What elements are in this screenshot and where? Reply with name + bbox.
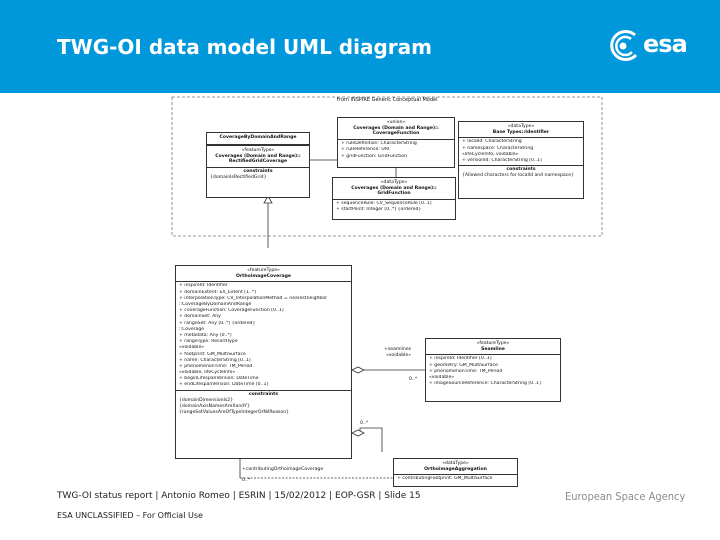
constraint: {domainDimensionIs2} <box>179 397 234 403</box>
role-stereotype: «voidable» <box>385 352 412 358</box>
stereotype: «dataType» <box>442 461 469 466</box>
stereotype-group: «voidable» <box>179 345 205 351</box>
attribute: + startPoint: Integer [0..*] {ordered} <box>336 207 422 213</box>
attribute: + versionId: CharacterString [0..1] <box>462 158 542 164</box>
class-name: CoverageByDomainAndRange <box>219 135 297 140</box>
class-seamline <box>425 338 561 402</box>
constraint: {Allowed characters for localId and namespace} <box>462 173 574 179</box>
attribute: + inspireId: Identifier [0..1] <box>429 356 492 362</box>
attribute: + inspireId: Identifier <box>179 283 228 289</box>
constraint: {rangeSetValuesAreOfTypeIntegerOrNilReason} <box>179 410 290 416</box>
class-rectified-grid-coverage <box>206 145 310 198</box>
attribute: + metadata: Any [0..*] <box>179 332 232 338</box>
constraint: {domainAxisNamesAreXandY} <box>179 404 250 410</box>
constraints-label: constraints <box>506 167 536 173</box>
slide-title: TWG-OI data model UML diagram <box>57 35 432 59</box>
attribute: + endLifespanVersion: DateTime [0..1] <box>179 382 269 388</box>
inherited-from: ::CoverageByDomainAndRange <box>179 302 252 308</box>
class-name: Base Types::Identifier <box>492 129 550 135</box>
seamlines-role-label <box>384 347 411 359</box>
attribute: + footprint: GM_MultiSurface <box>179 351 246 357</box>
attribute: + geometry: GM_MultiSurface <box>429 362 498 368</box>
class-coverage-by-domain <box>206 132 310 145</box>
class-orthoimage-coverage <box>175 265 352 459</box>
class-coverage-function <box>337 117 455 168</box>
agency-name: European Space Agency <box>565 490 686 503</box>
stereotype-group: «lifeCycleInfo, voidable» <box>462 151 519 157</box>
seamline-aggregation-diamond <box>352 367 364 373</box>
attribute: + name: CharacterString [0..1] <box>179 357 251 363</box>
attribute: + ruleDefinition: CharacterString <box>341 141 417 147</box>
constraints-label: constraints <box>248 391 279 397</box>
attribute: + rangeType: RecordType <box>179 339 238 345</box>
mosaic-aggregation-diamond <box>352 430 364 436</box>
class-name: Seamline <box>481 346 505 352</box>
attribute: + phenomenonTime: TM_Period <box>179 363 253 369</box>
attribute: + gridFunction: GridFunction <box>341 153 408 159</box>
class-name-2: CoverageFunction <box>372 131 420 137</box>
attribute: + phenomenonTime: TM_Period <box>429 368 503 374</box>
seamlines-multiplicity: 0..* <box>409 377 418 382</box>
class-name: Coverages (Domain and Range):: <box>215 153 301 159</box>
mosaic-multiplicity: 0..* <box>360 421 369 426</box>
attribute: + localId: CharacterString <box>462 139 522 145</box>
class-name-2: RectifiedGridCoverage <box>228 159 288 165</box>
class-name-2: GridFunction <box>377 191 411 197</box>
stereotype: «dataType» <box>380 180 408 185</box>
stereotype: «featureType» <box>241 148 275 153</box>
constraints-label: constraints <box>243 169 273 175</box>
class-name: Coverages (Domain and Range):: <box>353 125 439 131</box>
footer-text: TWG-OI status report | Antonio Romeo | ESRIN | 15/02/2012 | EOP-GSR | Slide 15 <box>57 491 421 501</box>
attribute: + domainExtent: EX_Extent [1..*] <box>179 289 256 295</box>
attribute: + contributingFootprint: GM_MultiSurface <box>397 476 493 482</box>
stereotype: «dataType» <box>507 124 535 129</box>
constraint: {domainIsRectifiedGrid} <box>210 175 267 181</box>
class-name: OrthoimageAggregation <box>424 466 487 472</box>
class-identifier <box>458 121 584 199</box>
classification-label: ESA UNCLASSIFIED – For Official Use <box>57 511 203 520</box>
attribute: + interpolationType: CV_InterpolationMethod = nearestneighbor <box>179 295 328 301</box>
class-name: Coverages (Domain and Range):: <box>351 185 437 191</box>
stereotype: «featureType» <box>247 268 280 273</box>
attribute: + coverageFunction: CoverageFunction [0..1] <box>179 308 284 314</box>
stereotype-group: «voidable» <box>429 375 455 381</box>
stereotype: «union» <box>386 120 406 125</box>
package-title: From INSPIRE Generic Conceptual Model <box>336 97 438 103</box>
attribute: + domainSet: Any <box>179 314 221 320</box>
class-grid-function <box>332 177 456 220</box>
inherited-from: ::Coverage <box>179 326 205 332</box>
contributing-multiplicity: 0..* <box>242 478 251 483</box>
attribute: + ruleReference: URI <box>341 147 390 153</box>
stereotype: «featureType» <box>476 341 510 346</box>
class-orthoimage-aggregation <box>393 458 518 487</box>
attribute: + beginLifespanVersion: DateTime <box>179 376 259 382</box>
attribute: + namespace: CharacterString <box>462 145 534 151</box>
contributing-role-label: +contributingOrthoimageCoverage <box>242 467 324 472</box>
class-name: OrthoimageCoverage <box>235 273 292 279</box>
role-name: +seamlines <box>384 347 412 352</box>
esa-logo-text: esa <box>643 30 687 58</box>
attribute: + rangeSet: Any [0..*] {ordered} <box>179 320 256 326</box>
attribute: + imageSourceReference: CharacterString [0..1] <box>429 381 541 387</box>
stereotype-group: «voidable, lifeCycleInfo» <box>179 370 236 376</box>
attribute: + sequenceRule: CV_SequenceRule [0..1] <box>336 201 432 207</box>
